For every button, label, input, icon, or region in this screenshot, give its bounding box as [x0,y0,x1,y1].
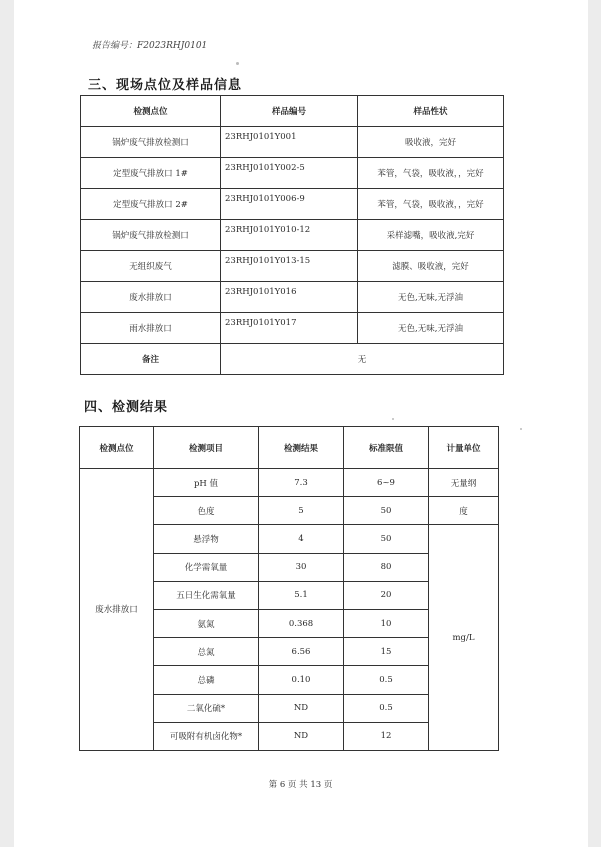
report-number: 报告编号：F2023RHJ0101 [92,41,208,51]
code-cell: 23RHJ0101Y010-12 [221,220,358,251]
item-cell: 五日生化需氧量 [154,581,259,609]
result-cell: 5.1 [259,581,344,609]
result-cell: 30 [259,553,344,581]
result-cell: 6.56 [259,638,344,666]
property-cell: 采样滤嘴，吸收液,完好 [358,220,504,251]
test-results-table [79,426,499,751]
result-cell: 0.368 [259,609,344,637]
result-cell: 0.10 [259,666,344,694]
point-cell: 无组织废气 [81,251,221,282]
unit-cell: 无量纲 [429,469,499,497]
code-cell: 23RHJ0101Y013-15 [221,251,358,282]
scan-speck [236,62,239,65]
property-cell: 无色,无味,无浮油 [358,313,504,344]
limit-cell: 20 [344,581,429,609]
result-cell: 4 [259,525,344,553]
result-cell: 7.3 [259,469,344,497]
col-header: 样品编号 [221,96,358,127]
col-header: 检测点位 [81,96,221,127]
remark-value: 无 [221,344,504,375]
code-cell: 23RHJ0101Y017 [221,313,358,344]
table-header-row [81,96,504,127]
point-cell: 锅炉废气排放检测口 [81,127,221,158]
table-row [80,469,499,497]
property-cell: 苯管，气袋，吸收液，，完好 [358,189,504,220]
item-cell: 可吸附有机卤化物* [154,722,259,750]
item-cell: pH 值 [154,469,259,497]
unit-cell: 度 [429,497,499,525]
page-footer: 第 6 页 共 13 页 [268,780,333,790]
scan-speck [520,428,522,430]
unit-cell: mg/L [429,525,499,751]
limit-cell: 50 [344,497,429,525]
item-cell: 总氮 [154,638,259,666]
item-cell: 氨氮 [154,609,259,637]
table-row [81,313,504,344]
code-cell: 23RHJ0101Y001 [221,127,358,158]
col-header: 检测结果 [259,427,344,469]
section-3-title: 三、现场点位及样品信息 [88,78,243,93]
table-row [81,220,504,251]
scan-margin-right [588,0,601,847]
remark-label: 备注 [81,344,221,375]
code-cell: 23RHJ0101Y016 [221,282,358,313]
property-cell: 苯管，气袋，吸收液，，完好 [358,158,504,189]
limit-cell: 80 [344,553,429,581]
table-header-row [80,427,499,469]
col-header: 标准限值 [344,427,429,469]
remark-row [81,344,504,375]
limit-cell: 10 [344,609,429,637]
col-header: 检测点位 [80,427,154,469]
point-cell: 废水排放口 [80,469,154,751]
section-4-title: 四、检测结果 [84,400,169,415]
table-row [81,158,504,189]
scan-speck [392,418,394,420]
limit-cell: 12 [344,722,429,750]
table-row [81,189,504,220]
point-cell: 定型废气排放口 1# [81,158,221,189]
result-cell: ND [259,722,344,750]
limit-cell: 15 [344,638,429,666]
point-cell: 锅炉废气排放检测口 [81,220,221,251]
item-cell: 悬浮物 [154,525,259,553]
code-cell: 23RHJ0101Y002-5 [221,158,358,189]
limit-cell: 6~9 [344,469,429,497]
sample-info-table [80,95,504,375]
col-header: 检测项目 [154,427,259,469]
result-cell: 5 [259,497,344,525]
result-cell: ND [259,694,344,722]
table-row [81,282,504,313]
limit-cell: 50 [344,525,429,553]
property-cell: 无色,无味,无浮油 [358,282,504,313]
limit-cell: 0.5 [344,666,429,694]
limit-cell: 0.5 [344,694,429,722]
item-cell: 二氧化硫* [154,694,259,722]
property-cell: 滤膜、吸收液，完好 [358,251,504,282]
code-cell: 23RHJ0101Y006-9 [221,189,358,220]
point-cell: 废水排放口 [81,282,221,313]
point-cell: 雨水排放口 [81,313,221,344]
table-row [81,251,504,282]
col-header: 样品性状 [358,96,504,127]
scan-margin-left [0,0,14,847]
property-cell: 吸收液，完好 [358,127,504,158]
table-row [81,127,504,158]
point-cell: 定型废气排放口 2# [81,189,221,220]
col-header: 计量单位 [429,427,499,469]
item-cell: 总磷 [154,666,259,694]
item-cell: 色度 [154,497,259,525]
item-cell: 化学需氧量 [154,553,259,581]
